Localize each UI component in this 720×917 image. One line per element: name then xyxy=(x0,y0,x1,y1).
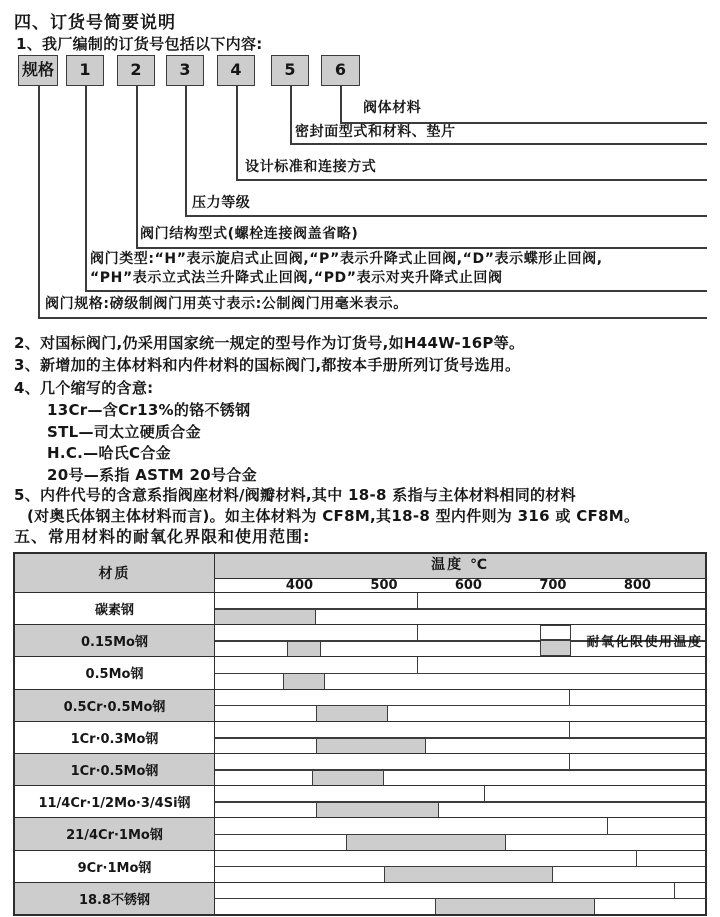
oxidation-limit-bar xyxy=(215,851,637,868)
service-temperature-bar xyxy=(312,771,384,785)
item-3: 3、新增加的主体材料和内件材料的国标阀门,都按本手册所列订货号选用。 xyxy=(14,356,521,374)
axis-tick-label: 500 xyxy=(370,577,398,593)
field-description: 密封面型式和材料、垫片 xyxy=(295,124,456,140)
material-name: 9Cr·1Mo钢 xyxy=(15,851,215,882)
connector-vline xyxy=(38,86,40,317)
oxidation-limit-bar xyxy=(215,786,485,803)
abbreviation-item: H.C.—哈氏C合金 xyxy=(47,444,171,462)
axis-tick-label: 800 xyxy=(623,577,651,593)
oxidation-limit-bar xyxy=(215,883,675,900)
legend-oxidation-sample xyxy=(540,625,571,640)
temperature-axis-ticks xyxy=(215,579,705,593)
connector-hline xyxy=(38,317,707,319)
material-bars xyxy=(215,593,705,624)
material-bars xyxy=(215,786,705,817)
connector-hline xyxy=(236,179,707,181)
section4-title: 四、订货号简要说明 xyxy=(14,13,176,33)
order-field-box: 3 xyxy=(166,55,204,86)
field-description: 设计标准和连接方式 xyxy=(245,159,377,175)
oxidation-limit-bar xyxy=(215,818,608,835)
abbreviation-item: 20号—系指 ASTM 20号合金 xyxy=(47,465,257,484)
field-description: “PH”表示立式法兰升降式止回阀,“PD”表示对夹升降式止回阀 xyxy=(90,270,503,286)
service-temperature-bar xyxy=(316,803,439,817)
material-row xyxy=(15,721,705,753)
field-description: 压力等级 xyxy=(192,195,251,211)
chart-header xyxy=(15,554,705,592)
connector-vline xyxy=(185,86,187,215)
material-row xyxy=(15,624,705,656)
connector-hline xyxy=(290,143,707,145)
oxidation-limit-bar xyxy=(215,754,570,771)
connector-hline xyxy=(185,215,707,217)
order-field-box: 4 xyxy=(217,55,255,86)
connector-hline xyxy=(136,247,707,249)
oxidation-limit-bar xyxy=(215,625,418,642)
material-bars xyxy=(215,690,705,721)
material-bars xyxy=(215,883,705,914)
section5-title: 五、常用材料的耐氧化界限和使用范围: xyxy=(14,527,311,546)
material-row xyxy=(15,656,705,688)
oxidation-limit-bar xyxy=(215,657,418,674)
abbreviation-item: STL—司太立硬质合金 xyxy=(47,422,201,441)
material-bars xyxy=(215,851,705,882)
service-temperature-bar xyxy=(287,642,321,656)
material-name: 0.5Cr·0.5Mo钢 xyxy=(15,690,215,721)
material-name: 18.8不锈钢 xyxy=(15,883,215,914)
service-temperature-bar xyxy=(283,674,325,688)
intro-item: 1、我厂编制的订货号包括以下内容: xyxy=(16,35,263,53)
material-name: 21/4Cr·1Mo钢 xyxy=(15,818,215,849)
material-bars xyxy=(215,754,705,785)
material-row xyxy=(15,753,705,785)
material-name: 0.15Mo钢 xyxy=(15,625,215,656)
material-name: 11/4Cr·1/2Mo·3/4Si钢 xyxy=(15,786,215,817)
order-field-box: 1 xyxy=(66,55,104,86)
material-row xyxy=(15,689,705,721)
legend-label: 耐氧化限使用温度 xyxy=(586,635,703,651)
order-field-box: 5 xyxy=(271,55,309,86)
material-row xyxy=(15,592,705,624)
legend-service-sample xyxy=(540,640,571,656)
connector-vline xyxy=(85,86,87,290)
service-temperature-bar xyxy=(384,867,553,881)
temperature-axis-title: 温度 ℃ xyxy=(215,554,705,579)
order-field-box: 规格 xyxy=(18,55,58,86)
connector-hline xyxy=(85,290,707,292)
item-5-line1: 5、内件代号的含意系指阀座材料/阀瓣材料,其中 18-8 系指与主体材料相同的材料 xyxy=(14,486,576,504)
material-name: 0.5Mo钢 xyxy=(15,657,215,688)
material-bars xyxy=(215,722,705,753)
material-bars xyxy=(215,625,705,656)
service-temperature-bar xyxy=(316,706,388,720)
connector-vline xyxy=(290,86,292,143)
field-description: 阀门类型:“H”表示旋启式止回阀,“P”表示升降式止回阀,“D”表示蝶形止回阀, xyxy=(90,251,603,267)
field-description: 阀门规格:磅级制阀门用英寸表示:公制阀门用毫米表示。 xyxy=(45,296,408,312)
axis-tick-label: 700 xyxy=(539,577,567,593)
material-row xyxy=(15,882,705,914)
material-row xyxy=(15,850,705,882)
item-5-line2: (对奥氏体钢主体材料而言)。如主体材料为 CF8M,其18-8 型内件则为 316 或 CF8M。 xyxy=(27,507,640,525)
order-number-diagram xyxy=(0,52,720,328)
material-name: 碳素钢 xyxy=(15,593,215,624)
oxidation-limit-bar xyxy=(215,593,418,610)
service-temperature-bar xyxy=(215,610,316,624)
order-field-box: 6 xyxy=(321,55,360,86)
abbreviation-item: 13Cr—含Cr13%的铬不锈钢 xyxy=(47,401,251,419)
oxidation-limit-bar xyxy=(215,722,570,739)
item-2: 2、对国标阀门,仍采用国家统一规定的型号作为订货号,如H44W-16P等。 xyxy=(14,334,525,352)
material-row xyxy=(15,817,705,849)
material-bars xyxy=(215,657,705,688)
material-row xyxy=(15,785,705,817)
field-description: 阀体材料 xyxy=(363,100,422,116)
service-temperature-bar xyxy=(435,899,596,913)
material-temperature-chart xyxy=(13,552,707,916)
material-name: 1Cr·0.3Mo钢 xyxy=(15,722,215,753)
connector-vline xyxy=(236,86,238,179)
connector-vline xyxy=(136,86,138,247)
service-temperature-bar xyxy=(316,739,426,753)
axis-tick-label: 600 xyxy=(454,577,482,593)
material-name: 1Cr·0.5Mo钢 xyxy=(15,754,215,785)
service-temperature-bar xyxy=(346,835,507,849)
item-4: 4、几个缩写的含意: xyxy=(14,379,154,397)
connector-vline xyxy=(340,86,342,122)
material-column-header: 材质 xyxy=(15,554,215,592)
material-bars xyxy=(215,818,705,849)
oxidation-limit-bar xyxy=(215,690,570,707)
connector-hline xyxy=(340,122,707,124)
field-description: 阀门结构型式(螺栓连接阀盖省略) xyxy=(140,226,359,242)
axis-tick-label: 400 xyxy=(285,577,314,593)
order-field-box: 2 xyxy=(117,55,155,86)
